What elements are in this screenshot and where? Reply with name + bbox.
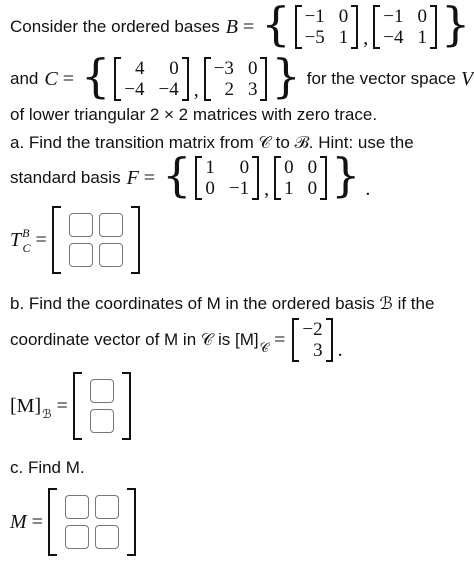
answer-MB-input-1[interactable] <box>90 379 114 403</box>
basis-C-matrix-2: −3 0 2 3 <box>204 57 268 101</box>
answer-T-label: $T^B_C$ <box>10 225 31 255</box>
right-brace: } <box>441 0 471 51</box>
equals-sign: = <box>243 15 255 38</box>
answer-M-input-22[interactable] <box>95 525 119 549</box>
answer-M-matrix <box>48 488 136 556</box>
part-c-question: c. Find M. <box>10 458 85 477</box>
basis-C-matrix-1: 4 0 −4 −4 <box>114 57 188 101</box>
answer-M-input-21[interactable] <box>65 525 89 549</box>
answer-MB-label: $[M]_ℬ$ <box>10 394 52 421</box>
basis-C-line: and C = { 4 0 −4 −4 , −3 0 2 3 } for the vector space V <box>10 49 474 103</box>
symbol-B: B <box>225 15 239 38</box>
answer-M-line: M = <box>10 488 136 556</box>
basis-F-matrix-2: 0 0 1 0 <box>274 156 327 200</box>
answer-T-input-11[interactable] <box>69 213 93 237</box>
answer-M-label: M <box>10 510 27 533</box>
basis-B-line: Consider the ordered bases B = { −1 0 −5 1 , −1 0 −4 1 } <box>10 0 471 51</box>
coordinate-vector-line: coordinate vector of M in 𝒞 is [M] 𝒞 = −2 3 . <box>10 319 343 361</box>
and-text: and <box>10 69 39 88</box>
answer-MB-line: $[M]_ℬ$ = <box>10 372 131 440</box>
symbol-V: V <box>461 67 474 90</box>
answer-T-line: $T^B_C$ = <box>10 206 140 274</box>
part-b-question: b. Find the coordinates of M in the ordered basis ℬ if the <box>10 294 435 313</box>
symbol-C: C <box>44 67 58 90</box>
basis-B-matrix-2: −1 0 −4 1 <box>373 5 437 49</box>
coordinate-text: coordinate vector of M in 𝒞 is [M] <box>10 330 259 349</box>
answer-T-input-21[interactable] <box>69 243 93 267</box>
standard-basis-text: standard basis <box>10 168 121 187</box>
basis-F-matrix-1: 1 0 0 −1 <box>195 156 259 200</box>
answer-T-input-12[interactable] <box>99 213 123 237</box>
answer-T-matrix <box>52 206 140 274</box>
lower-triangular-text: of lower triangular 2 × 2 matrices with zero trace. <box>10 105 378 124</box>
left-brace: { <box>261 0 291 51</box>
for-space-text: for the vector space <box>306 69 457 88</box>
answer-MB-input-2[interactable] <box>90 409 114 433</box>
answer-T-input-22[interactable] <box>99 243 123 267</box>
answer-M-input-12[interactable] <box>95 495 119 519</box>
standard-basis-line: standard basis F = { 1 0 0 −1 , 0 0 1 0 } . <box>10 148 371 202</box>
basis-B-matrix-1: −1 0 −5 1 <box>295 5 359 49</box>
answer-M-input-11[interactable] <box>65 495 89 519</box>
answer-MB-matrix <box>73 372 131 440</box>
symbol-F: F <box>126 166 139 189</box>
consider-text: Consider the ordered bases <box>10 17 220 36</box>
coordinate-vector: −2 3 <box>292 318 332 362</box>
part-a-question: a. Find the transition matrix from 𝒞 to ℬ. Hint: use the <box>10 133 414 152</box>
